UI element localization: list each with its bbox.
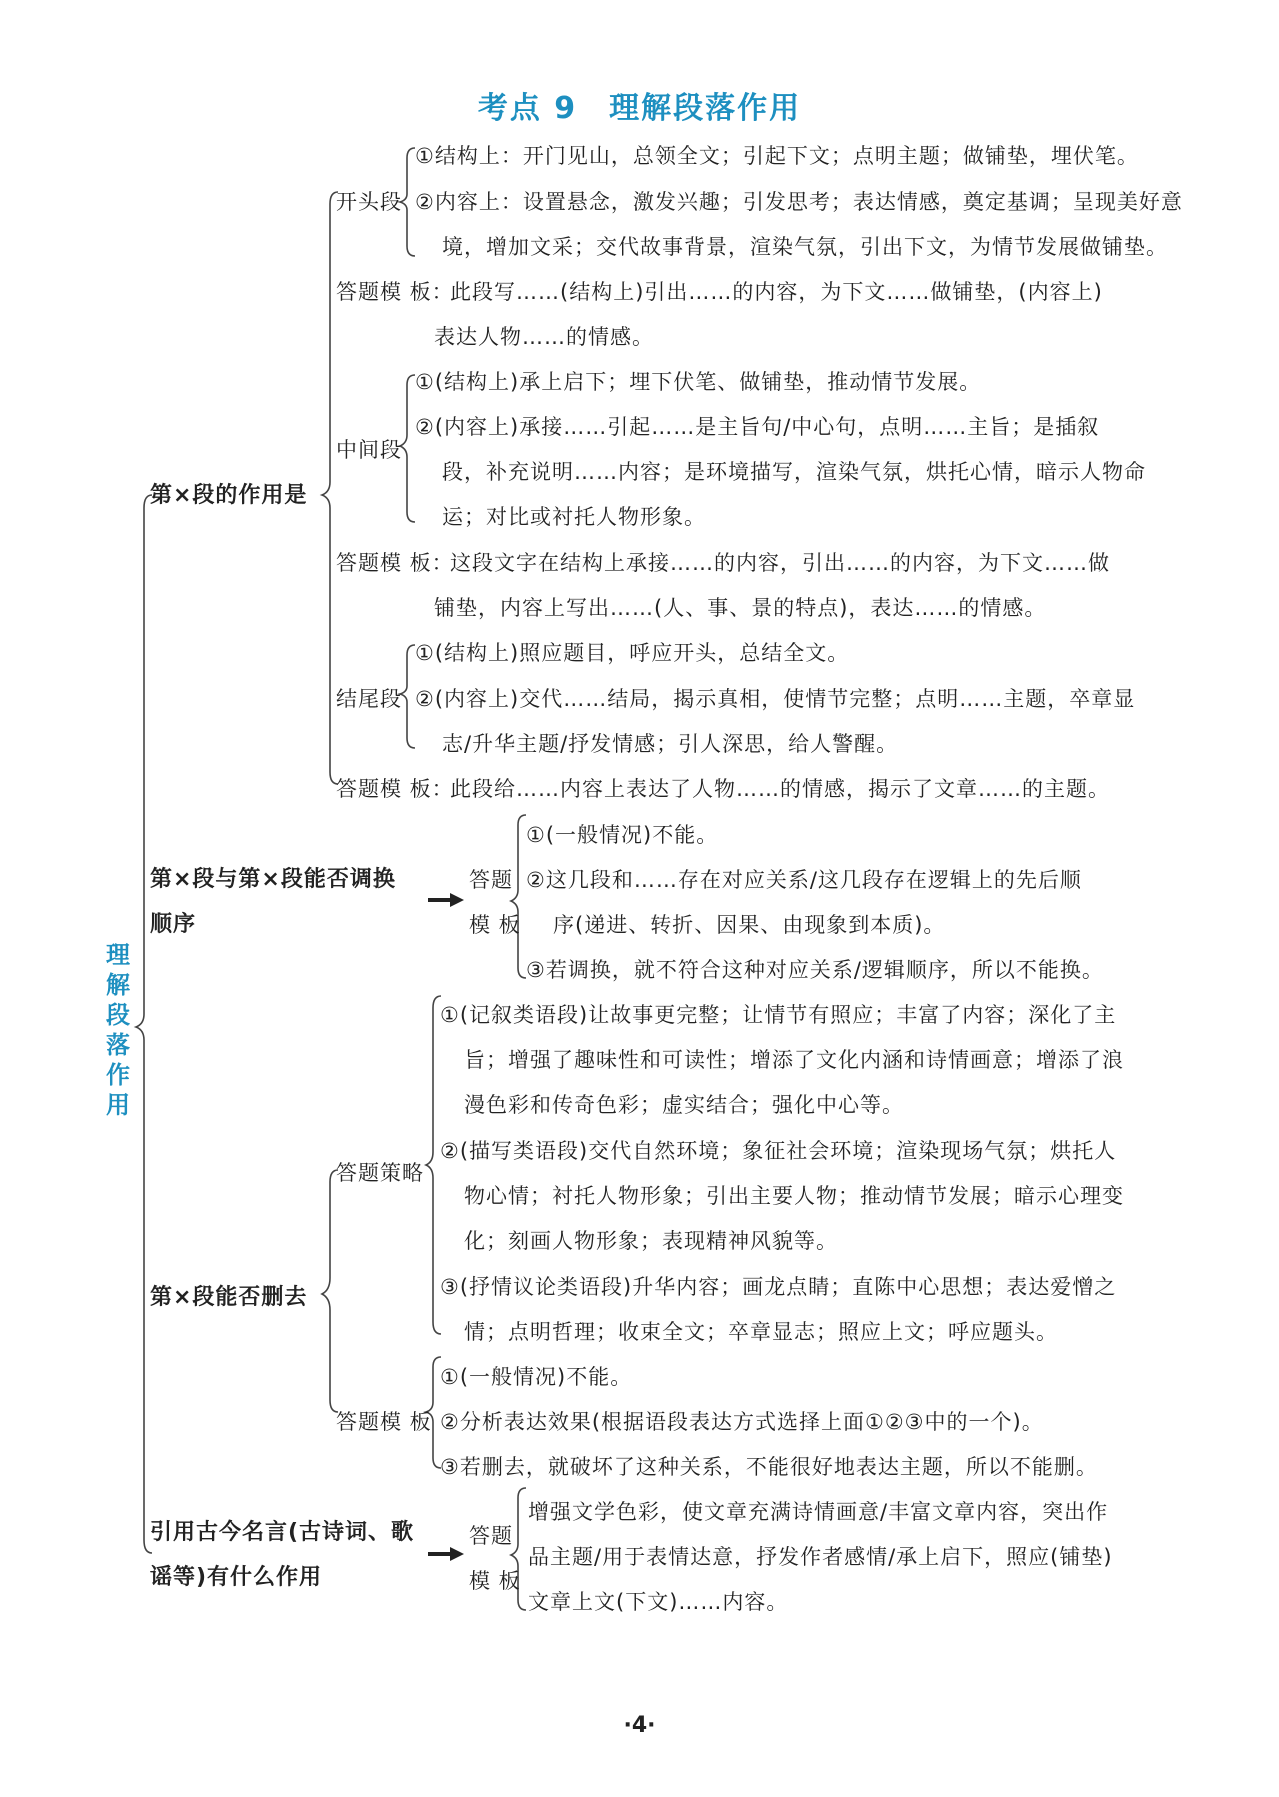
delete-tmpl-line-3: ③若删去，就破坏了这种关系，不能很好地表达主题，所以不能删。 <box>440 1455 1098 1479</box>
kaitou-label: 开头段 <box>336 190 402 214</box>
zhongjian-line-3: 段，补充说明……内容；是环境描写，渲染气氛，烘托心情，暗示人物命 <box>442 460 1146 484</box>
tmpl2-line-2: 铺垫，内容上写出……(人、事、景的特点)，表达……的情感。 <box>434 596 1047 620</box>
tmpl3-line-1: 此段给……内容上表达了人物……的情感，揭示了文章……的主题。 <box>450 777 1110 801</box>
branch2-label-2: 顺序 <box>150 912 197 937</box>
branch2-line-1: ①(一般情况)不能。 <box>526 823 719 847</box>
strategy-line-6: 化；刻画人物形象；表现精神风貌等。 <box>464 1229 838 1253</box>
zhongjian-brace <box>400 375 415 522</box>
delete-tmpl-line-2: ②分析表达效果(根据语段表达方式选择上面①②③中的一个)。 <box>440 1410 1044 1434</box>
strategy-line-4: ②(描写类语段)交代自然环境；象征社会环境；渲染现场气氛；烘托人 <box>440 1139 1117 1163</box>
strategy-label: 答题策略 <box>336 1161 424 1185</box>
kaitou-brace <box>400 148 415 256</box>
branch3-label: 第×段能否删去 <box>150 1285 308 1310</box>
zhongjian-line-4: 运；对比或衬托人物形象。 <box>442 505 706 529</box>
tmpl1-line-2: 表达人物……的情感。 <box>434 325 654 349</box>
arrow-branch2-head <box>450 893 464 907</box>
jiewei-line-1: ①(结构上)照应题目，呼应开头，总结全文。 <box>415 641 850 665</box>
tmpl3-label: 答题模 板： <box>336 777 454 801</box>
zhongjian-label: 中间段 <box>336 438 402 462</box>
branch4-label-2: 谣等)有什么作用 <box>150 1565 323 1590</box>
branch4-label-1: 引用古今名言(古诗词、歌 <box>150 1520 415 1545</box>
strategy-line-3: 漫色彩和传奇色彩；虚实结合；强化中心等。 <box>464 1093 904 1117</box>
strategy-brace <box>426 996 441 1334</box>
arrow-branch4-head <box>450 1547 464 1561</box>
branch4-tmpl-a: 答题 <box>469 1524 513 1548</box>
branch4-tmpl-b: 模 板 <box>469 1569 521 1593</box>
tmpl2-line-1: 这段文字在结构上承接……的内容，引出……的内容，为下文……做 <box>450 551 1110 575</box>
jiewei-line-3: 志/升华主题/抒发情感；引人深思，给人警醒。 <box>442 732 899 756</box>
branch2-label-1: 第×段与第×段能否调换 <box>150 867 396 892</box>
page-title: 考点 9 理解段落作用 <box>477 91 802 126</box>
jiewei-label: 结尾段 <box>336 687 402 711</box>
branch1-label: 第×段的作用是 <box>150 483 308 508</box>
kaitou-line-3: 境，增加文采；交代故事背景，渲染气氛，引出下文，为情节发展做铺垫。 <box>442 235 1168 259</box>
zhongjian-line-2: ②(内容上)承接……引起……是主旨句/中心句，点明……主旨；是插叙 <box>415 415 1100 439</box>
branch2-line-2: ②这几段和……存在对应关系/这几段存在逻辑上的先后顺 <box>526 868 1082 892</box>
branch3-brace <box>322 1170 338 1412</box>
strategy-line-8: 情；点明哲理；收束全文；卒章显志；照应上文；呼应题头。 <box>464 1320 1058 1344</box>
jiewei-line-2: ②(内容上)交代……结局，揭示真相，使情节完整；点明……主题，卒章显 <box>415 687 1136 711</box>
strategy-line-1: ①(记叙类语段)让故事更完整；让情节有照应；丰富了内容；深化了主 <box>440 1003 1117 1027</box>
strategy-line-5: 物心情；衬托人物形象；引出主要人物；推动情节发展；暗示心理变 <box>464 1184 1124 1208</box>
tmpl2-label: 答题模 板： <box>336 551 454 575</box>
branch4-line-2: 品主题/用于表情达意，抒发作者感情/承上启下，照应(铺垫) <box>528 1545 1113 1569</box>
strategy-line-2: 旨；增强了趣味性和可读性；增添了文化内涵和诗情画意；增添了浪 <box>464 1048 1124 1072</box>
strategy-line-7: ③(抒情议论类语段)升华内容；画龙点睛；直陈中心思想；表达爱憎之 <box>440 1275 1117 1299</box>
branch4-line-1: 增强文学色彩，使文章充满诗情画意/丰富文章内容，突出作 <box>528 1500 1109 1524</box>
kaitou-line-1: ①结构上：开门见山，总领全文；引起下文；点明主题；做铺垫，埋伏笔。 <box>415 144 1139 168</box>
branch2-tmpl-b: 模 板 <box>469 913 521 937</box>
zhongjian-line-1: ①(结构上)承上启下；埋下伏笔、做铺垫，推动情节发展。 <box>415 370 982 394</box>
branch2-line-3: 序(递进、转折、因果、由现象到本质)。 <box>553 913 946 937</box>
tmpl1-line-1: 此段写……(结构上)引出……的内容，为下文……做铺垫，(内容上) <box>450 280 1103 304</box>
jiewei-brace <box>400 645 415 748</box>
branch4-line-3: 文章上文(下文)……内容。 <box>528 1590 789 1614</box>
kaitou-line-2: ②内容上：设置悬念，激发兴趣；引发思考；表达情感，奠定基调；呈现美好意 <box>415 190 1183 214</box>
delete-tmpl-line-1: ①(一般情况)不能。 <box>440 1365 633 1389</box>
delete-tmpl-label: 答题模 板 <box>336 1410 432 1434</box>
root-label: 理 解 段 落 作 用 <box>106 941 130 1119</box>
branch2-line-4: ③若调换，就不符合这种对应关系/逻辑顺序，所以不能换。 <box>526 958 1104 982</box>
branch2-tmpl-a: 答题 <box>469 868 513 892</box>
root-brace <box>136 495 152 1553</box>
tmpl1-label: 答题模 板： <box>336 280 454 304</box>
branch2-brace <box>511 815 526 978</box>
page-number: ·4· <box>623 1713 656 1738</box>
